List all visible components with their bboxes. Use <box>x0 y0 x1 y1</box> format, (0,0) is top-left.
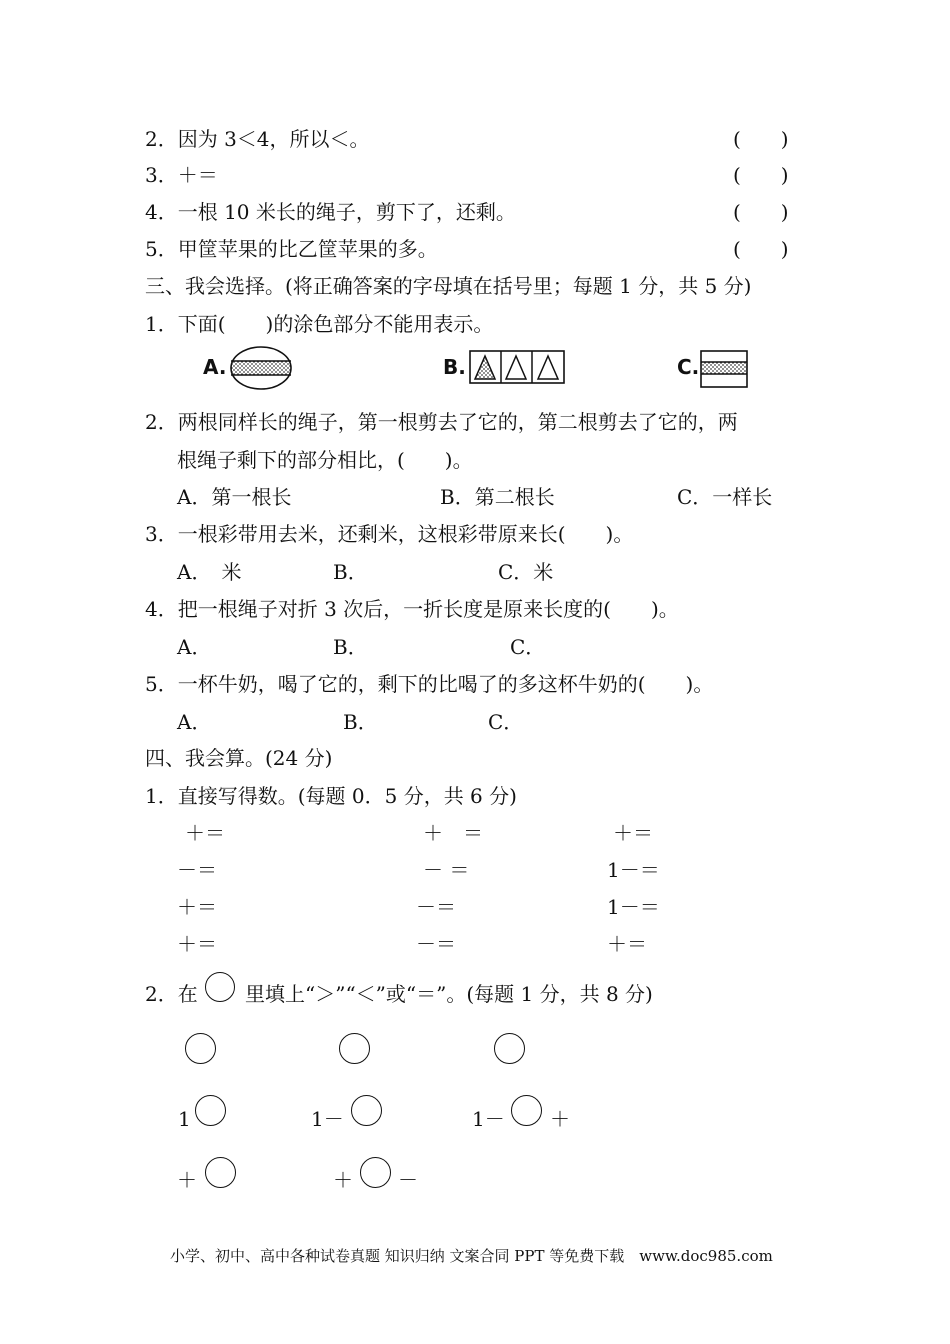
page-footer: 小学、初中、高中各种试卷真题 知识归纳 文案合同 PPT 等免费下载 www.doc985.com <box>170 1247 773 1265</box>
compare-row3-b-right: － <box>398 1168 418 1192</box>
compare-row3-a-left: ＋ <box>177 1168 197 1192</box>
judge-answer-paren-5[interactable]: ( ) <box>733 237 789 261</box>
calc-grid-cell: ＋＝ <box>177 895 217 919</box>
example-circle-icon <box>205 972 235 1002</box>
calc-grid-cell: －＝ <box>416 895 456 919</box>
choose-q2-option-a: A．第一根长 <box>177 485 292 509</box>
option-a-shaded-circle-figure <box>229 345 293 391</box>
calc-grid-cell: ＋＝ <box>177 932 217 956</box>
choose-q5-option-b: B． <box>343 710 378 734</box>
choose-q1-option-b-label: B. <box>443 355 466 379</box>
compare-circle-5[interactable] <box>351 1095 382 1126</box>
choose-q5-option-a: A． <box>177 710 212 734</box>
judge-item-5: 5．甲筐苹果的比乙筐苹果的多。 <box>145 237 438 261</box>
calc-grid-cell: －＝ <box>416 932 456 956</box>
calc-grid-cell: 1－＝ <box>607 895 660 919</box>
choose-q2-option-b: B．第二根长 <box>440 485 555 509</box>
choose-q2-option-c: C．一样长 <box>677 485 773 509</box>
calc-grid-cell: ＋ ＝ <box>423 821 483 845</box>
judge-item-4: 4．一根 10 米长的绳子，剪下了，还剩。 <box>145 200 516 224</box>
choose-q4: 4．把一根绳子对折 3 次后，一折长度是原来长度的( )。 <box>145 597 679 621</box>
calc-grid-cell: ＋＝ <box>607 932 647 956</box>
choose-q2-line2: 根绳子剩下的部分相比，( )。 <box>177 448 473 472</box>
calc-grid-cell: － ＝ <box>423 858 470 882</box>
choose-q4-option-b: B． <box>333 635 368 659</box>
section-heading-choose: 三、我会选择。(将正确答案的字母填在括号里；每题 1 分，共 5 分) <box>145 274 752 298</box>
choose-q1-option-c-label: C. <box>677 355 700 379</box>
compare-circle-2[interactable] <box>339 1033 370 1064</box>
compare-circle-3[interactable] <box>494 1033 525 1064</box>
judge-answer-paren-3[interactable]: ( ) <box>733 163 789 187</box>
calc-grid-cell: －＝ <box>177 858 217 882</box>
compare-row2-c-left: 1－ <box>472 1107 505 1131</box>
compare-circle-6[interactable] <box>511 1095 542 1126</box>
choose-q3-option-c: C．米 <box>498 560 554 584</box>
judge-item-3: 3．＋＝ <box>145 163 218 187</box>
compare-circle-7[interactable] <box>205 1157 236 1188</box>
choose-q5: 5．一杯牛奶，喝了它的，剩下的比喝了的多这杯牛奶的( )。 <box>145 672 714 696</box>
compare-circle-1[interactable] <box>185 1033 216 1064</box>
choose-q5-option-c: C． <box>488 710 524 734</box>
compare-row2-c-right: ＋ <box>550 1107 570 1131</box>
judge-answer-paren-4[interactable]: ( ) <box>733 200 789 224</box>
option-b-triangles-figure <box>469 350 565 384</box>
judge-item-2: 2．因为 3＜4，所以＜。 <box>145 127 370 151</box>
compare-circle-4[interactable] <box>195 1095 226 1126</box>
compare-row2-b-left: 1－ <box>311 1107 344 1131</box>
choose-q1: 1．下面( )的涂色部分不能用表示。 <box>145 312 494 336</box>
compare-row2-a-left: 1 <box>178 1107 191 1131</box>
option-c-shaded-rectangle-figure <box>700 350 748 388</box>
choose-q1-option-a-label: A. <box>203 355 227 379</box>
calc-q1: 1．直接写得数。(每题 0．5 分，共 6 分) <box>145 784 517 808</box>
calc-q2-suffix: 里填上“＞”“＜”或“＝”。(每题 1 分，共 8 分) <box>245 982 653 1006</box>
calc-q2-prefix: 2．在 <box>145 982 198 1006</box>
choose-q3: 3．一根彩带用去米，还剩米，这根彩带原来长( )。 <box>145 522 634 546</box>
judge-answer-paren-2[interactable]: ( ) <box>733 127 789 151</box>
calc-grid-cell: ＋＝ <box>613 821 653 845</box>
choose-q4-option-c: C． <box>510 635 546 659</box>
calc-grid-cell: ＋＝ <box>185 821 225 845</box>
choose-q3-option-a: A． 米 <box>177 560 242 584</box>
compare-row3-b-left: ＋ <box>333 1168 353 1192</box>
choose-q4-option-a: A． <box>177 635 212 659</box>
calc-grid-cell: 1－＝ <box>607 858 660 882</box>
compare-circle-8[interactable] <box>360 1157 391 1188</box>
choose-q3-option-b: B． <box>333 560 368 584</box>
choose-q2-line1: 2．两根同样长的绳子，第一根剪去了它的，第二根剪去了它的，两 <box>145 410 738 434</box>
section-heading-calc: 四、我会算。(24 分) <box>145 746 333 770</box>
